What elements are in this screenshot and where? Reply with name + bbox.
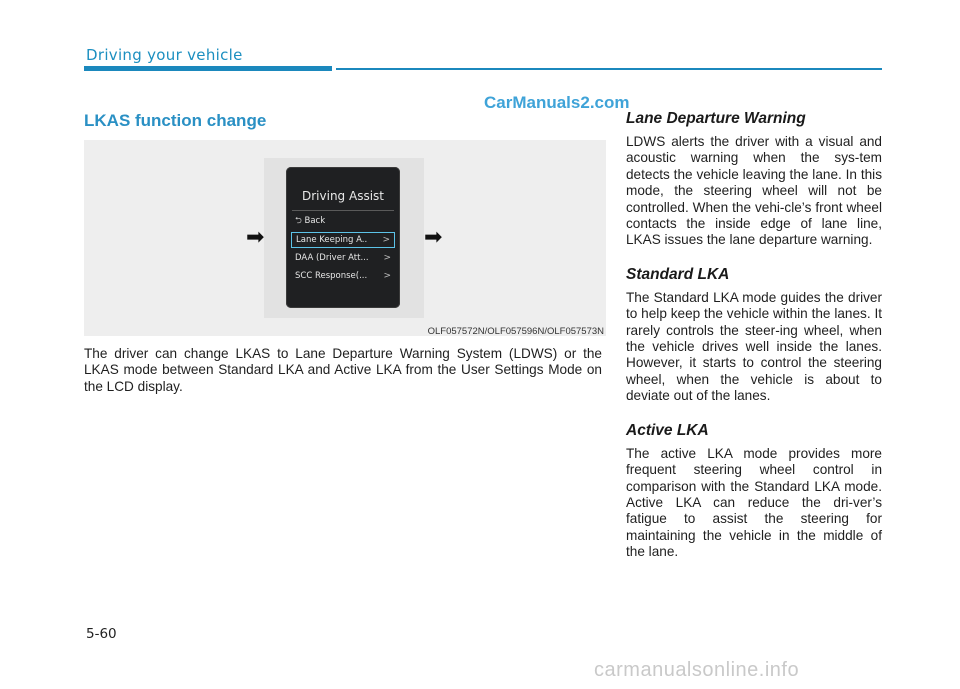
menu-item-label: Back xyxy=(304,216,326,226)
menu-item-lane-keeping[interactable] xyxy=(291,232,395,248)
page-number: 5-60 xyxy=(86,626,117,642)
menu-item-label: SCC Response(... xyxy=(295,271,368,281)
header-rule-thin xyxy=(336,68,882,70)
screen-title: Driving Assist xyxy=(302,189,384,203)
arrow-right-icon: ➡ xyxy=(424,224,443,249)
menu-item-label: Lane Keeping A.. xyxy=(296,235,368,245)
chevron-right-icon: > xyxy=(382,235,390,245)
lcd-screen xyxy=(286,167,400,308)
chevron-right-icon: > xyxy=(383,271,391,281)
figure xyxy=(84,140,606,336)
header-rule-thick xyxy=(84,66,332,71)
screen-divider xyxy=(292,210,394,211)
subheading: Active LKA xyxy=(626,421,709,439)
right-column xyxy=(626,110,882,578)
section-text: The active LKA mode provides more frequent steering wheel control in comparison with the Standard LKA mode. Active LKA can reduce the dri-ver’s fatigue to assist the steering for maintaining the vehicle in the middle of the lane. xyxy=(626,445,882,560)
body-paragraph: The driver can change LKAS to Lane Departure Warning System (LDWS) or the LKAS mode between Standard LKA and Active LKA from the User Settings Mode on the LCD display. xyxy=(84,346,602,394)
watermark-bottom: carmanualsonline.info xyxy=(594,659,800,681)
watermark-top: CarManuals2.com xyxy=(484,93,630,112)
menu-item-back[interactable] xyxy=(291,213,395,229)
section-text: The Standard LKA mode guides the driver to help keep the vehicle within the lanes. It rarely controls the steer-ing wheel, when the vehicle drives well inside the lanes. However, it starts to control the steering wheel, when the vehicle is about to deviate out of the lanes. xyxy=(626,289,882,404)
menu-item-label: DAA (Driver Att... xyxy=(295,253,369,263)
figure-caption: OLF057572N/OLF057596N/OLF057573N xyxy=(427,326,604,337)
chevron-right-icon: > xyxy=(383,253,391,263)
subheading: Lane Departure Warning xyxy=(626,110,806,127)
section-lane-departure-warning xyxy=(626,110,882,249)
section-text: LDWS alerts the driver with a visual and acoustic warning when the sys-tem detects the vehicle leaving the lane. In this mode, the steering wheel will not be controlled. When the vehi-cle’s front wheel contacts the inside edge of lane line, LKAS issues the lane departure warning. xyxy=(626,134,882,248)
menu-item-scc[interactable] xyxy=(291,268,395,284)
arrow-right-icon: ➡ xyxy=(246,224,265,249)
subheading: Standard LKA xyxy=(626,265,730,283)
menu-item-daa[interactable] xyxy=(291,250,395,266)
back-arrow-icon: ⮌ xyxy=(295,216,302,226)
section-standard-lka xyxy=(626,266,882,405)
section-active-lka xyxy=(626,422,882,561)
section-title: Driving your vehicle xyxy=(86,46,243,64)
page-heading: LKAS function change xyxy=(84,111,267,130)
